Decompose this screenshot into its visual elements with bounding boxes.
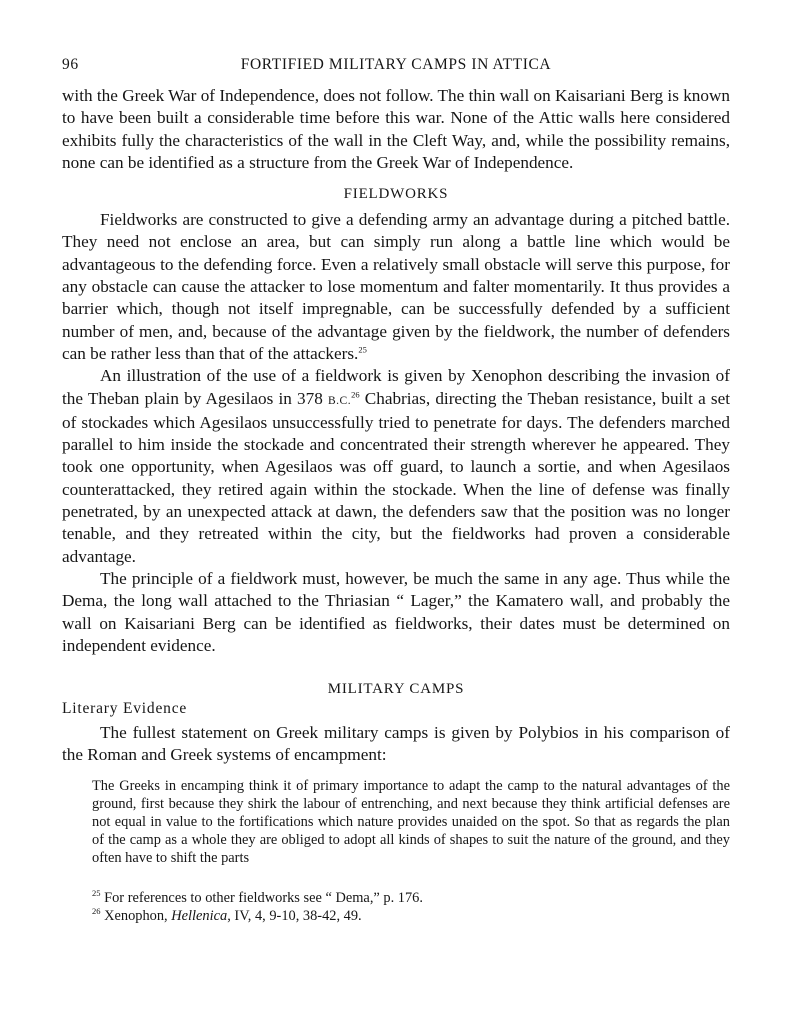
footnote-text: For references to other fieldworks see “ Dema,” p. 176. <box>104 889 423 906</box>
literary-evidence-subheading <box>62 700 730 718</box>
page-header <box>62 50 730 76</box>
footnote-number: 25 <box>92 887 101 898</box>
footnote-text-a: Xenophon, <box>104 908 172 925</box>
running-title: FORTIFIED MILITARY CAMPS IN ATTICA <box>240 56 552 73</box>
footnotes <box>92 889 730 926</box>
footnote-26 <box>92 907 730 926</box>
fieldworks-paragraph-1-text: Fieldworks are constructed to give a defending army an advantage during a pitched battle. They need not enclose an area, but can simply run along a battle line which would be advantageous to the defending force. Even a relatively small obstacle will serve this purpose, for any obstacle can cause the attacker to lose momentum and falter momentarily. It thus provides a barrier which, though not itself impregnable, can be successfully defended by a sufficient number of men, and, because of the advantage given by the fieldwork, the number of defenders can be rather less than that of the attackers. <box>62 210 730 363</box>
military-camps-heading: MILITARY CAMPS <box>327 681 465 698</box>
fieldworks-paragraph-2-text-a: An illustration of the use of a fieldwork is given by Xenophon describing the invasion of the Theban plain by Agesilaos in 378 <box>62 366 730 408</box>
document-page <box>62 50 730 926</box>
military-camps-paragraph-1: The fullest statement on Greek military camps is given by Polybios in his comparison of the Roman and Greek systems of encampment: <box>62 723 730 765</box>
footnote-ref-25: 25 <box>358 344 367 355</box>
era-abbreviation: B.C. <box>328 394 352 407</box>
polybios-block-quote: The Greeks in encamping think it of primary importance to adapt the camp to the natural advantages of the ground, first because they shirk the labour of entrenching, and next because they think artificial defenses are not equal in value to the fortifications which nature provides unaided on the spot. So that as regards the plan of the camp as a whole they are obliged to adopt all kinds of shapes to suit the nature of the ground, and they often have to shift the parts <box>92 777 730 866</box>
footnote-ref-26: 26 <box>351 388 360 399</box>
fieldworks-paragraph-1 <box>62 209 730 365</box>
footnote-work-title: Hellenica <box>171 908 228 925</box>
page-number: 96 <box>62 56 79 73</box>
fieldworks-paragraph-3: The principle of a fieldwork must, however, be much the same in any age. Thus while the Dema, the long wall attached to the Thriasian “ Lager,” the Kamatero wall, and probably the wall on Kaisariani Berg can be identified as fieldworks, their dates must be determined on independent evidence. <box>62 568 730 655</box>
fieldworks-heading: FIELDWORKS <box>343 186 449 203</box>
literary-evidence-label: Literary Evidence <box>62 700 188 718</box>
fieldworks-paragraph-2 <box>62 365 730 568</box>
footnote-25 <box>92 889 730 908</box>
footnote-text-b: , IV, 4, 9-10, 38-42, 49. <box>227 908 362 925</box>
fieldworks-paragraph-2-text-b: Chabrias, directing the Theban resistance, built a set of stockades which Agesilaos unsuccessfully tried to penetrate for days. The defenders marched parallel to him inside the stockade and concentrated their strength wherever he appeared. They took one opportunity, when Agesilaos was off guard, to launch a sortie, and when Agesilaos counterattacked, they retired again within the stockade. When the line of defense was finally penetrated, by an unexpected attack at dawn, the defenders saw that the position was no longer tenable, and they retreated within the city, but the fieldworks had proven a considerable advantage. <box>62 388 730 566</box>
footnote-number: 26 <box>92 906 101 917</box>
intro-paragraph: with the Greek War of Independence, does not follow. The thin wall on Kaisariani Berg is known to have been built a considerable time before this war. None of the Attic walls here considered exhibits fully the characteristics of the wall in the Cleft Way, and, while the possibility remains, none can be identified as a structure from the Greek War of Independence. <box>62 86 730 172</box>
